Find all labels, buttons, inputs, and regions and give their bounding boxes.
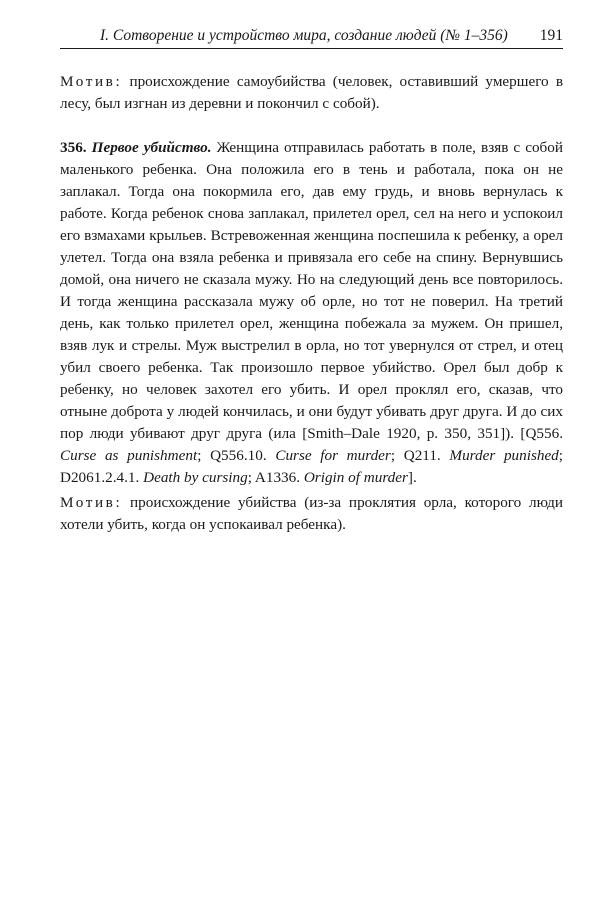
page — [60, 24, 563, 536]
running-head-title: I. Сотворение и устройство мира, создание людей (№ 1–356) — [100, 27, 508, 44]
entry-title: Первое убийство. — [91, 139, 212, 156]
ref-death-by-cursing: Death by cursing — [143, 469, 248, 486]
motif-label: Мотив: — [60, 73, 123, 90]
ref-open: [Q556. — [520, 425, 563, 442]
ref-curse-for-murder: Curse for murder — [275, 447, 391, 464]
running-head — [60, 24, 563, 49]
ref-sep-3: ; D2061.2.4.1. — [60, 447, 564, 486]
ref-close: ]. — [407, 469, 417, 486]
ref-sep-2: ; Q211. — [390, 447, 450, 464]
ref-origin-of-murder: Origin of murder — [303, 469, 408, 486]
ref-curse-as-punishment: Curse as punishment — [60, 447, 198, 464]
motif-paragraph-intro — [60, 71, 563, 115]
motif-label-outro: Мотив: — [60, 494, 123, 511]
entry-356 — [60, 137, 563, 489]
page-number: 191 — [539, 27, 563, 44]
motif-text: происхождение самоубийства (человек, оставивший умершего в лесу, был изгнан из деревни и покончил с собой). — [60, 73, 563, 112]
ref-murder-punished: Murder punished — [449, 447, 559, 464]
ref-sep-4: ; A1336. — [247, 469, 304, 486]
ref-sep-1: ; Q556.10. — [197, 447, 276, 464]
motif-text-outro: происхождение убийства (из-за проклятия орла, которого люди хотели убить, когда он успокаивал ребенка). — [60, 494, 563, 533]
entry-body: Женщина отправилась работать в поле, взяв с собой маленького ребенка. Она положила его в тень и работала, пока он не заплакал. Тогда она покормила его, дав ему грудь, и вновь вернулась к работе. Когда ребенок снова заплакал, прилетел орел, сел на него и успокоил его взмахами крыльев. Встревоженная женщина поспешила к ребенку, а орел улетел. Тогда она взяла ребенка и привязала его себе на спину. Вернувшись домой, она ничего не сказала мужу. Но на следующий день все повторилось. И тогда женщина рассказала мужу об орле, но тот не поверил. На третий день, как только прилетел орел, женщина побежала за мужем. Он пришел, взяв лук и стрелы. Муж выстрелил в орла, но тот увернулся от стрел, и отец убил своего ребенка. Так произошло первое убийство. Орел был добр к ребенку, но человек захотел его убить. И орел проклял его, сказав, что отныне доброта у людей кончилась, и они будут убивать друг друга. И до сих пор люди убивают друг друга (ила [Smith–Dale 1920, p. 350, 351]). — [60, 139, 564, 442]
entry-number: 356. — [60, 139, 87, 156]
motif-paragraph-outro — [60, 492, 563, 536]
